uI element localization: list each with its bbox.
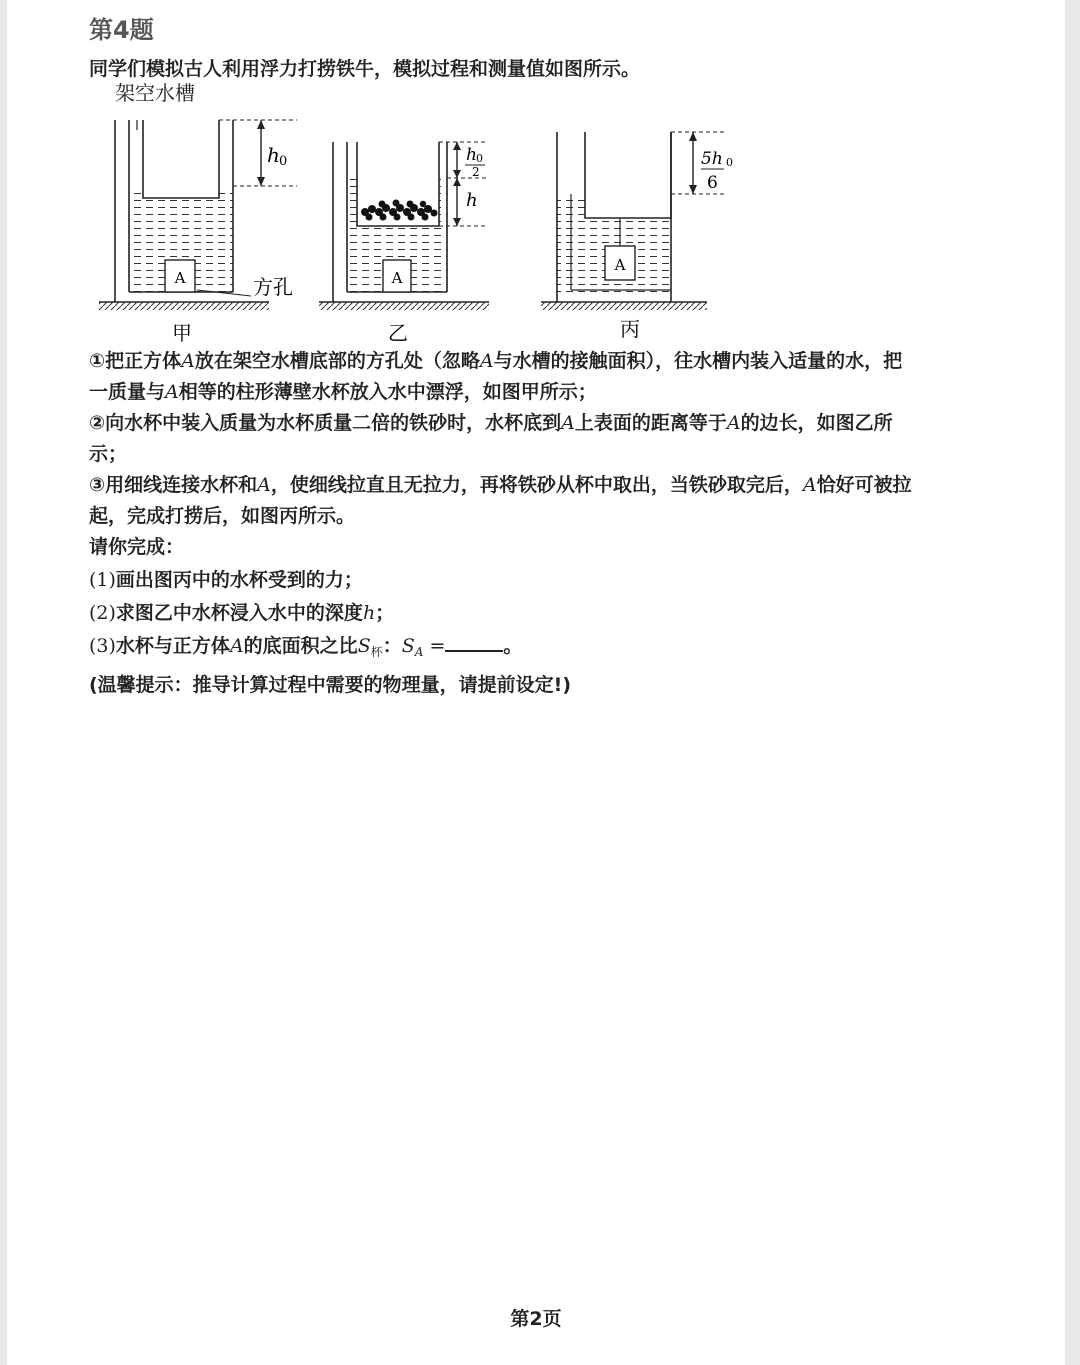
hole-label: 方孔 [253,275,293,299]
svg-text:h: h [466,190,478,211]
question-title: 第4题 [89,16,154,44]
step-3: ③用细线连接水杯和A，使细线拉直且无拉力，再将铁砂从杯中取出，当铁砂取完后，A恰好可被拉 起，完成打捞后，如图丙所示。 [89,474,912,527]
hint-text: (温馨提示：推导计算过程中需要的物理量，请提前设定!) [89,674,572,696]
svg-text:A: A [174,269,186,287]
task-intro: 请你完成： [89,536,185,558]
diagram-bing [541,132,733,341]
step-1: ①把正方体A放在架空水槽底部的方孔处（忽略A与水槽的接触面积），往水槽内装入适量的水，把 一质量与A相等的柱形薄壁水杯放入水中漂浮，如图甲所示； [89,350,903,403]
svg-text:A: A [614,256,626,274]
task-3: (3)水杯与正方体A的底面积之比$S_杯$：$S_A$ = 。 [89,635,523,659]
svg-text:0: 0 [726,156,733,169]
caption-yi: 乙 [388,321,408,345]
svg-text:A: A [391,269,403,287]
question-body [89,346,999,701]
diagram-jia [99,81,297,345]
task-2: (2)求图乙中水杯浸入水中的深度h； [89,602,395,624]
svg-text:0: 0 [279,154,288,169]
svg-text:5h: 5h [701,149,723,169]
experiment-figure [85,78,733,350]
diagram-yi [319,142,489,345]
svg-text:6: 6 [707,173,718,193]
page-number: 第2页 [510,1308,562,1330]
document-page [7,0,1065,1365]
svg-text:h: h [466,145,477,165]
tank-label: 架空水槽 [115,81,195,105]
answer-blank[interactable] [445,634,503,652]
caption-jia: 甲 [172,321,192,345]
step-2: ②向水杯中装入质量为水杯质量二倍的铁砂时，水杯底到A上表面的距离等于A的边长，如图乙所 示； [89,412,893,465]
svg-text:h: h [267,143,280,167]
caption-bing: 丙 [620,317,640,341]
svg-text:2: 2 [472,165,480,179]
task-1: (1)画出图丙中的水杯受到的力； [89,569,363,591]
svg-text:0: 0 [476,152,483,165]
question-intro: 同学们模拟古人利用浮力打捞铁牛，模拟过程和测量值如图所示。 [89,58,641,80]
